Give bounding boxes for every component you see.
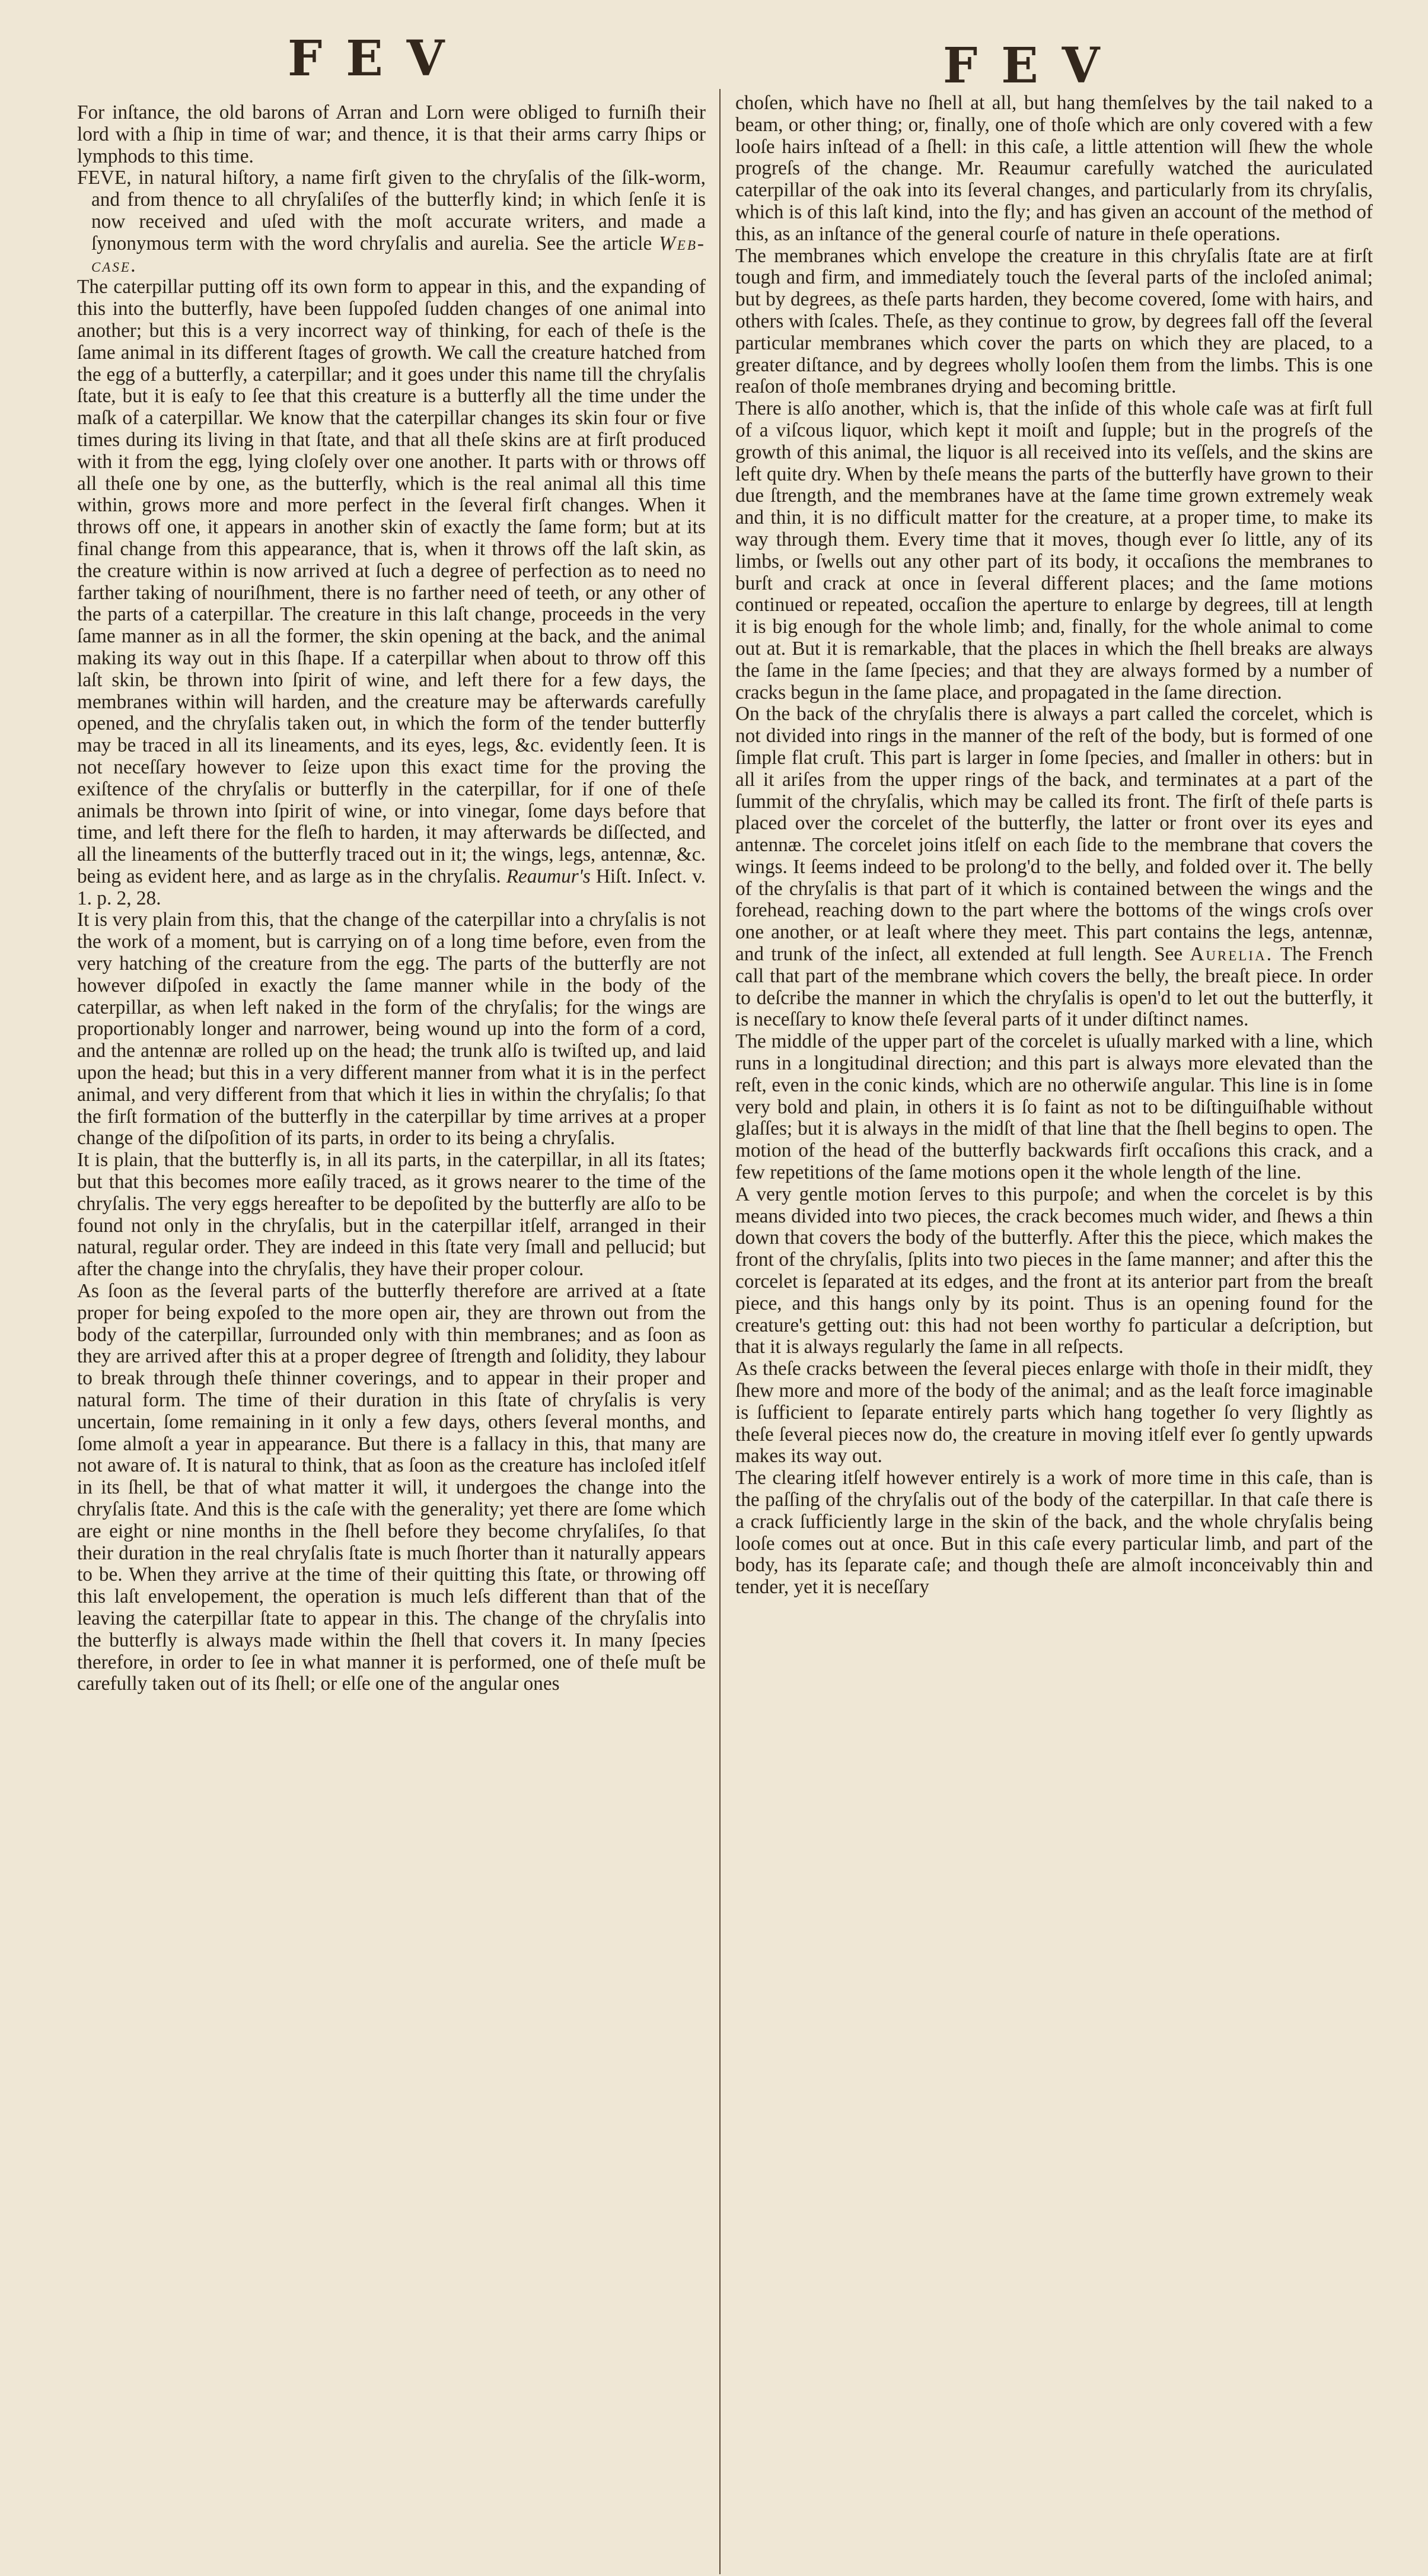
citation-text: Hiſt. Inſect. v. 1. p. 2, 28. <box>77 865 706 909</box>
paragraph: The clearing itſelf however entirely is a work of more time in this caſe, than is the paſſing of the chryſalis out of the body of the caterpillar. In that caſe there is a crack ſufficiently large in the skin of the back, and the whole chryſalis being looſe comes out at once. But in this caſe every particular limb, and part of the body, has its ſeparate caſe; and though theſe are almoſt inconceivably thin and tender, yet it is neceſſary <box>735 1467 1373 1599</box>
paragraph <box>735 703 1373 1031</box>
cross-reference: Web-caſe. <box>91 232 706 276</box>
paragraph: choſen, which have no ſhell at all, but hang themſelves by the tail naked to a beam, or other thing; or, finally, one of thoſe which are only covered with a few looſe hairs inſtead of a ſhell: in this caſe, a little attention will ſhew the whole progreſs of the change. Mr. Reaumur carefully watched the auriculated caterpillar of the oak into its ſeveral changes, and particularly from its chryſalis, which is of this laſt kind, into the fly; and has given an account of the method of this, as an inſtance of the general courſe of nature in theſe operations. <box>735 92 1373 245</box>
paragraph: As ſoon as the ſeveral parts of the butterfly therefore are arrived at a ſtate proper for being expoſed to the more open air, they are thrown out from the body of the caterpillar, ſurrounded only with thin membranes; and as ſoon as they are arrived after this at a proper degree of ſtrength and ſolidity, they labour to break through theſe thinner coverings, and to appear in their proper and natural form. The time of their duration in this ſtate of chryſalis is very uncertain, ſome remaining in it only a few days, others ſeveral months, and ſome almoſt a year in appearance. But there is a fallacy in this, that many are not aware of. It is natural to think, that as ſoon as the creature has incloſed itſelf in its ſhell, be that of what matter it will, it undergoes the change into the chryſalis ſtate. And this is the caſe with the generality; yet there are ſome which are eight or nine months in the ſhell before they become chryſaliſes, ſo that their duration in the real chryſalis ſtate is much ſhorter than it naturally appears to be. When they arrive at the time of their quitting this ſtate, or throwing off this laſt envelopement, the operation is much leſs different than that of the leaving the caterpillar ſtate to appear in this. The change of the chryſalis into the butterfly is always made within the ſhell that covers it. In many ſpecies therefore, in order to ſee in what manner it is performed, one of theſe muſt be carefully taken out of its ſhell; or elſe one of the angular ones <box>77 1280 706 1695</box>
entry-term: FEVE, <box>77 167 132 189</box>
paragraph: For inſtance, the old barons of Arran and Lorn were obliged to furniſh their lord with a ſhip in time of war; and thence, it is that their arms carry ſhips or lymphods to this time. <box>77 101 706 167</box>
paragraph: As theſe cracks between the ſeveral pieces enlarge with thoſe in their midſt, they ſhew more and more of the body of the animal; and as the leaſt force imaginable is ſufficient to ſeparate entirely parts which hang together ſo very ſlightly as theſe ſeveral pieces now do, the creature in moving itſelf ever ſo gently upwards makes its way out. <box>735 1358 1373 1467</box>
paragraph: The membranes which envelope the creature in this chryſalis ſtate are at firſt tough and firm, and immediately touch the ſeveral parts of the incloſed animal; but by degrees, as theſe parts harden, they become covered, ſome with hairs, and others with ſcales. Theſe, as they continue to grow, by degrees fall off the ſeveral particular membranes which cover the parts on which they are placed, to a greater diſtance, and by degrees wholly looſen them from the limbs. This is one reaſon of thoſe membranes drying and becoming brittle. <box>735 244 1373 398</box>
running-head-left: FEV <box>288 30 468 87</box>
paragraph <box>77 276 706 909</box>
paragraph-text: The caterpillar putting off its own form to appear in this, and the expanding of this into the butterfly, have been ſuppoſed ſudden changes of one animal into another; but this is a very incorrect way of thinking, for each of theſe is the ſame animal in its different ſtages of growth. We call the creature hatched from the egg of a butterfly, a caterpillar; and it goes under this name till the chryſalis ſtate, but it is eaſy to ſee that this creature is a butterfly all the time under the maſk of a caterpillar. We know that the caterpillar changes its skin four or five times during its living in that ſtate, and that all theſe skins are at firſt produced with it from the egg, lying cloſely over one another. It parts with or throws off all theſe one by one, as the butterfly, which is the real animal all this time within, grows more and more perfect in the ſeveral firſt changes. When it throws off one, it appears in another skin of exactly the ſame form; but at its final change from this appearance, that is, when it throws off the laſt skin, as the creature within is now arrived at ſuch a degree of perfection as to need no farther taking of nouriſhment, there is no farther need of teeth, or any other of the parts of a caterpillar. The creature in this laſt change, proceeds in the very ſame manner as in all the former, the skin opening at the back, and the animal making its way out in this ſhape. If a caterpillar when about to throw off this laſt skin, be thrown into ſpirit of wine, and left there for a few days, the membranes within will harden, and the creature may be afterwards carefully opened, and the chryſalis taken out, in which the form of the tender butterfly may be traced in all its lineaments, and its eyes, legs, &c. evidently ſeen. It is not neceſſary however to ſeize upon this exact time for the proving the exiſtence of the chryſalis or butterfly in the caterpillar, for if one of theſe animals be thrown into ſpirit of wine, or into vinegar, ſome days before that time, and left there for the fleſh to harden, it may afterwards be diſſected, and all the lineaments of the butterfly traced out in it; the wings, legs, antennæ, &c. being as evident here, and as large as in the chryſalis. <box>77 276 706 887</box>
cross-reference: Aurelia. <box>1190 943 1274 966</box>
running-head-right: FEV <box>943 37 1124 94</box>
paragraph-text: The French call that part of the membrane which covers the belly, the breaſt piece. In order to deſcribe the manner in which the chryſalis is open'd to let out the butterfly, it is neceſſary to know theſe ſeveral parts of it under diſtinct names. <box>735 943 1373 1031</box>
paragraph: It is very plain from this, that the change of the caterpillar into a chryſalis is not the work of a moment, but is carrying on of a long time before, even from the very hatching of the creature from the egg. The parts of the butterfly are not however diſpoſed in exactly the ſame manner while in the body of the caterpillar, as when left naked in the form of the chryſalis; for the wings are proportionably longer and narrower, being wound up into the form of a cord, and the antennæ are rolled up on the head; the trunk alſo is twiſted up, and laid upon the head; but this in a very different manner from what it is in the perfect animal, and very different from that which it lies in within the chryſalis; ſo that the firſt formation of the butterfly in the caterpillar by time arrives at a proper change of the diſpoſition of its parts, in order to its being a chryſalis. <box>77 909 706 1150</box>
right-column <box>735 93 1373 1599</box>
paragraph: A very gentle motion ſerves to this purpoſe; and when the corcelet is by this means divided into two pieces, the crack becomes much wider, and ſhews a thin down that covers the body of the butterfly. After this the piece, which makes the front of the chryſalis, ſplits into two pieces in the ſame manner; and after this the corcelet is ſeparated at its edges, and the front at its anterior part from the breaſt piece, and this hangs only by its point. Thus is an opening found for the creature's getting out: this had not been worthy fo particular a deſcription, but that it is always regularly the ſame in all reſpects. <box>735 1183 1373 1358</box>
citation-author: Reaumur's <box>506 865 591 887</box>
paragraph: The middle of the upper part of the corcelet is uſually marked with a line, which runs in a longitudinal direction; and this part is always more elevated than the reſt, even in the conic kinds, which are no otherwiſe angular. This line is in ſome very bold and plain, in others it is ſo faint as not to be diſtinguiſhable without glaſſes; but it is always in the midſt of that line that the ſhell begins to open. The motion of the head of the butterfly backwards firſt occaſions this crack, and a few repetitions of the ſame motions open it the whole length of the line. <box>735 1030 1373 1184</box>
paragraph: There is alſo another, which is, that the inſide of this whole caſe was at firſt full of a viſcous liquor, which kept it moiſt and ſupple; but in the progreſs of the growth of this animal, the liquor is all received into its veſſels, and the skins are left quite dry. When by theſe means the parts of the butterfly have grown to their due ſtrength, and the membranes have at the ſame time grown extremely weak and thin, it is no difficult matter for the creature, at a proper time, to make its way through them. Every time that it moves, though ever ſo little, any of its limbs, or ſwells out any other part of its body, it occaſions the membranes to burſt and crack at once in ſeveral different places; and the ſame motions continued or repeated, occaſion the aperture to enlarge by degrees, till at length it is big enough for the whole limb; and, finally, for the whole animal to come out at. But it is remarkable, that the places in which the ſhell breaks are always the ſame in the ſame ſpecies; and that they are always formed by a number of cracks begun in the ſame place, and propagated in the ſame direction. <box>735 397 1373 703</box>
entry-feve <box>77 167 706 276</box>
left-column <box>77 102 706 1695</box>
column-divider <box>719 89 721 2574</box>
paragraph: It is plain, that the butterfly is, in all its parts, in the caterpillar, in all its ſtates; but that this becomes more eaſily traced, as it grows nearer to the time of the chryſalis. The very eggs hereafter to be depoſited by the butterfly are alſo to be found not only in the chryſalis, but in the caterpillar itſelf, arranged in their natural, regular order. They are indeed in this ſtate very ſmall and pellucid; but after the change into the chryſalis, they have their proper colour. <box>77 1149 706 1281</box>
paragraph-text: On the back of the chryſalis there is always a part called the corcelet, which is not divided into rings in the manner of the reſt of the body, but is formed of one ſimple flat cruſt. This part is larger in ſome ſpecies, and ſmaller in others: but in all it ariſes from the upper rings of the back, and terminates at a part of the ſummit of the chryſalis, which may be called its front. The firſt of theſe parts is placed over the corcelet of the butterfly, the latter or front over its eyes and antennæ. The corcelet joins itſelf on each ſide to the membrane that covers the wings. It ſeems indeed to be prolong'd to the belly, and folded over it. The belly of the chryſalis is that part of it which is contained between the wings and the forehead, reaching down to the part where the bottoms of the wings croſs over one another, or at leaſt where they meet. This part contains the legs, antennæ, and trunk of the inſect, all extended at full length. See <box>735 703 1373 966</box>
entry-text: in natural hiſtory, a name firſt given to the chryſalis of the ſilk-worm, and from thence to all chryſaliſes of the butterfly kind; in which ſenſe it is now received and uſed with the moſt accurate writers, and made a ſynonymous term with the word chryſalis and aurelia. See the article <box>91 167 706 254</box>
